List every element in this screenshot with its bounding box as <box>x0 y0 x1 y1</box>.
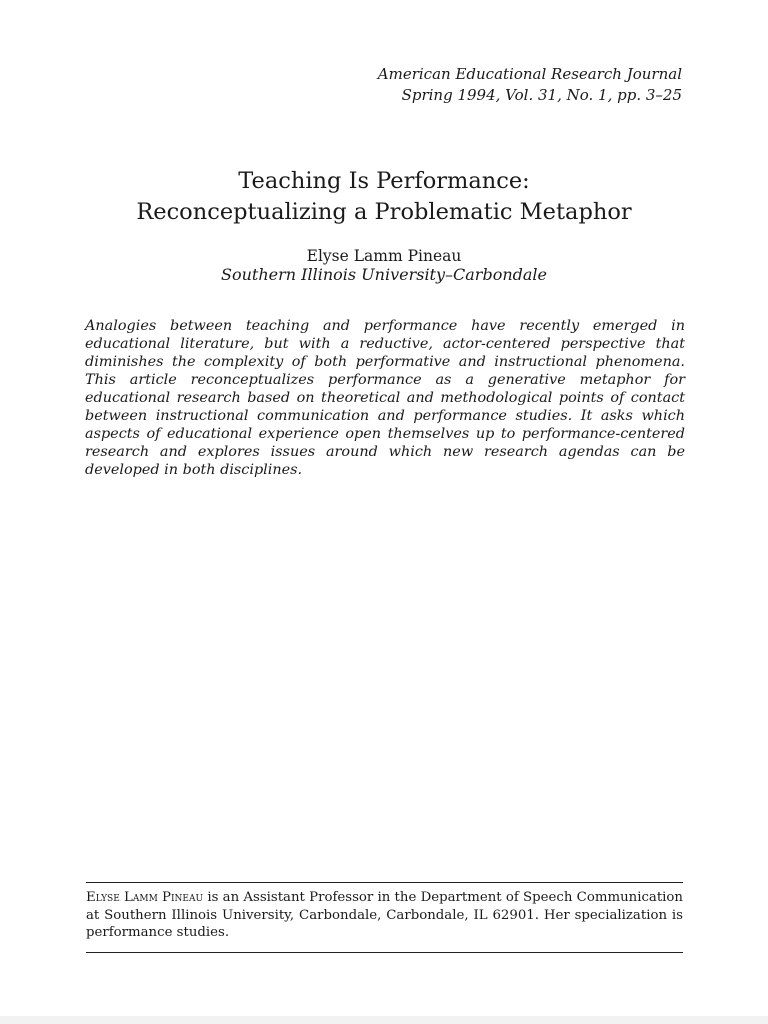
author-footnote <box>86 889 683 942</box>
title-line-2: Reconceptualizing a Problematic Metaphor <box>136 199 632 225</box>
footnote-rule-top <box>86 882 683 883</box>
article-title <box>0 166 768 228</box>
abstract <box>85 317 685 479</box>
author-name: Elyse Lamm Pineau <box>306 247 462 265</box>
journal-citation <box>378 64 682 106</box>
author-affiliation: Southern Illinois University–Carbondale <box>221 265 547 284</box>
abstract-text: Analogies between teaching and performance have recently emerged in educational literature, but with a reductive, actor-centered perspective that diminishes the complexity of both performative and instructional phenomena. This article reconceptualizes performance as a generative metaphor for educational research based on theoretical and methodological points of contact between instructional communication and performance studies. It asks which aspects of educational experience open themselves up to performance-centered research and explores issues around which new research agendas can be developed in both disciplines. <box>85 318 685 478</box>
footnote-rule-bottom <box>86 952 683 953</box>
footnote-text: is an Assistant Professor in the Department of Speech Communication at Southern Illinois University, Carbondale, Carbondale, IL 62901. Her specialization is performance studies. <box>86 890 683 940</box>
title-line-1: Teaching Is Performance: <box>238 168 530 194</box>
page-bottom-edge <box>0 1016 768 1024</box>
footnote-author-name: Elyse Lamm Pineau <box>86 890 204 905</box>
journal-name: American Educational Research Journal <box>377 65 682 83</box>
journal-issue: Spring 1994, Vol. 31, No. 1, pp. 3–25 <box>401 86 682 104</box>
